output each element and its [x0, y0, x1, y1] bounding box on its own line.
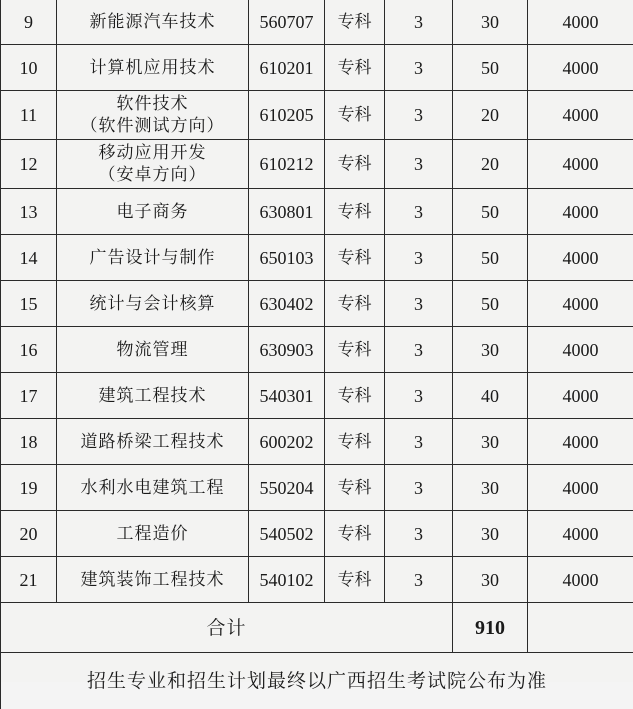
row-number-cell: 18	[1, 419, 57, 465]
major-name-line: （安卓方向）	[57, 164, 248, 186]
level-cell: 专科	[325, 465, 385, 511]
major-name-cell	[57, 235, 249, 281]
level-cell: 专科	[325, 235, 385, 281]
major-code-cell: 610212	[249, 140, 325, 189]
plan-count-cell: 30	[453, 327, 528, 373]
table-row	[1, 189, 633, 235]
tuition-fee-cell: 4000	[528, 0, 633, 45]
tuition-fee-cell: 4000	[528, 45, 633, 91]
years-cell: 3	[385, 511, 453, 557]
row-number-cell: 10	[1, 45, 57, 91]
major-name-cell	[57, 511, 249, 557]
table-row	[1, 465, 633, 511]
table-row	[1, 327, 633, 373]
table-row	[1, 235, 633, 281]
table-row	[1, 45, 633, 91]
major-name-line: 电子商务	[57, 201, 248, 223]
tuition-fee-cell: 4000	[528, 419, 633, 465]
major-name-cell	[57, 189, 249, 235]
major-code-cell: 540301	[249, 373, 325, 419]
plan-count-cell: 30	[453, 419, 528, 465]
major-name-line: 建筑装饰工程技术	[57, 569, 248, 591]
years-cell: 3	[385, 557, 453, 603]
table-footer	[1, 603, 633, 709]
major-name-line: 建筑工程技术	[57, 385, 248, 407]
level-cell: 专科	[325, 373, 385, 419]
plan-count-cell: 30	[453, 557, 528, 603]
major-name-cell	[57, 281, 249, 327]
plan-count-cell: 30	[453, 465, 528, 511]
total-label: 合计	[1, 603, 453, 653]
major-name-line: （软件测试方向）	[57, 115, 248, 137]
plan-count-cell: 50	[453, 235, 528, 281]
years-cell: 3	[385, 45, 453, 91]
years-cell: 3	[385, 281, 453, 327]
years-cell: 3	[385, 235, 453, 281]
row-number-cell: 11	[1, 91, 57, 140]
major-name-line: 广告设计与制作	[57, 247, 248, 269]
major-name-cell	[57, 140, 249, 189]
major-name-line: 计算机应用技术	[57, 57, 248, 79]
major-name-cell	[57, 419, 249, 465]
tuition-fee-cell: 4000	[528, 511, 633, 557]
plan-count-cell: 30	[453, 0, 528, 45]
plan-count-cell: 50	[453, 281, 528, 327]
row-number-cell: 12	[1, 140, 57, 189]
table-row	[1, 140, 633, 189]
row-number-cell: 19	[1, 465, 57, 511]
major-code-cell: 630801	[249, 189, 325, 235]
level-cell: 专科	[325, 327, 385, 373]
major-name-line: 软件技术	[57, 93, 248, 115]
major-code-cell: 550204	[249, 465, 325, 511]
major-name-cell	[57, 557, 249, 603]
years-cell: 3	[385, 373, 453, 419]
plan-count-cell: 50	[453, 45, 528, 91]
major-name-cell	[57, 91, 249, 140]
row-number-cell: 9	[1, 0, 57, 45]
tuition-fee-cell: 4000	[528, 140, 633, 189]
plan-count-cell: 20	[453, 140, 528, 189]
major-name-cell	[57, 465, 249, 511]
major-name-line: 水利水电建筑工程	[57, 477, 248, 499]
footnote: 招生专业和招生计划最终以广西招生考试院公布为准	[1, 653, 633, 709]
major-name-cell	[57, 373, 249, 419]
major-name-line: 工程造价	[57, 523, 248, 545]
tuition-fee-cell: 4000	[528, 373, 633, 419]
row-number-cell: 20	[1, 511, 57, 557]
table-row	[1, 0, 633, 45]
major-code-cell: 600202	[249, 419, 325, 465]
total-row	[1, 603, 633, 653]
years-cell: 3	[385, 327, 453, 373]
row-number-cell: 14	[1, 235, 57, 281]
years-cell: 3	[385, 189, 453, 235]
major-name-line: 物流管理	[57, 339, 248, 361]
level-cell: 专科	[325, 281, 385, 327]
tuition-fee-cell: 4000	[528, 465, 633, 511]
table-row	[1, 91, 633, 140]
level-cell: 专科	[325, 189, 385, 235]
major-name-cell	[57, 45, 249, 91]
major-name-line: 新能源汽车技术	[57, 11, 248, 33]
major-code-cell: 610201	[249, 45, 325, 91]
level-cell: 专科	[325, 45, 385, 91]
years-cell: 3	[385, 0, 453, 45]
major-code-cell: 540102	[249, 557, 325, 603]
major-code-cell: 560707	[249, 0, 325, 45]
major-name-cell	[57, 0, 249, 45]
plan-count-cell: 20	[453, 91, 528, 140]
table-row	[1, 511, 633, 557]
tuition-fee-cell: 4000	[528, 91, 633, 140]
major-code-cell: 630903	[249, 327, 325, 373]
table-row	[1, 373, 633, 419]
years-cell: 3	[385, 91, 453, 140]
major-name-line: 道路桥梁工程技术	[57, 431, 248, 453]
tuition-fee-cell: 4000	[528, 189, 633, 235]
tuition-fee-cell: 4000	[528, 235, 633, 281]
major-code-cell: 540502	[249, 511, 325, 557]
tuition-fee-cell: 4000	[528, 281, 633, 327]
plan-count-cell: 50	[453, 189, 528, 235]
major-code-cell: 610205	[249, 91, 325, 140]
row-number-cell: 21	[1, 557, 57, 603]
level-cell: 专科	[325, 140, 385, 189]
level-cell: 专科	[325, 557, 385, 603]
plan-count-cell: 30	[453, 511, 528, 557]
major-name-line: 统计与会计核算	[57, 293, 248, 315]
total-value: 910	[453, 603, 528, 653]
row-number-cell: 16	[1, 327, 57, 373]
note-row	[1, 653, 633, 709]
row-number-cell: 15	[1, 281, 57, 327]
major-name-cell	[57, 327, 249, 373]
years-cell: 3	[385, 419, 453, 465]
plan-count-cell: 40	[453, 373, 528, 419]
table-row	[1, 419, 633, 465]
tuition-fee-cell: 4000	[528, 557, 633, 603]
level-cell: 专科	[325, 91, 385, 140]
table-row	[1, 557, 633, 603]
major-code-cell: 630402	[249, 281, 325, 327]
level-cell: 专科	[325, 0, 385, 45]
total-empty-cell	[528, 603, 633, 653]
years-cell: 3	[385, 465, 453, 511]
years-cell: 3	[385, 140, 453, 189]
row-number-cell: 17	[1, 373, 57, 419]
row-number-cell: 13	[1, 189, 57, 235]
major-name-line: 移动应用开发	[57, 142, 248, 164]
major-code-cell: 650103	[249, 235, 325, 281]
tuition-fee-cell: 4000	[528, 327, 633, 373]
table-row	[1, 281, 633, 327]
level-cell: 专科	[325, 419, 385, 465]
level-cell: 专科	[325, 511, 385, 557]
table-body	[1, 0, 633, 603]
